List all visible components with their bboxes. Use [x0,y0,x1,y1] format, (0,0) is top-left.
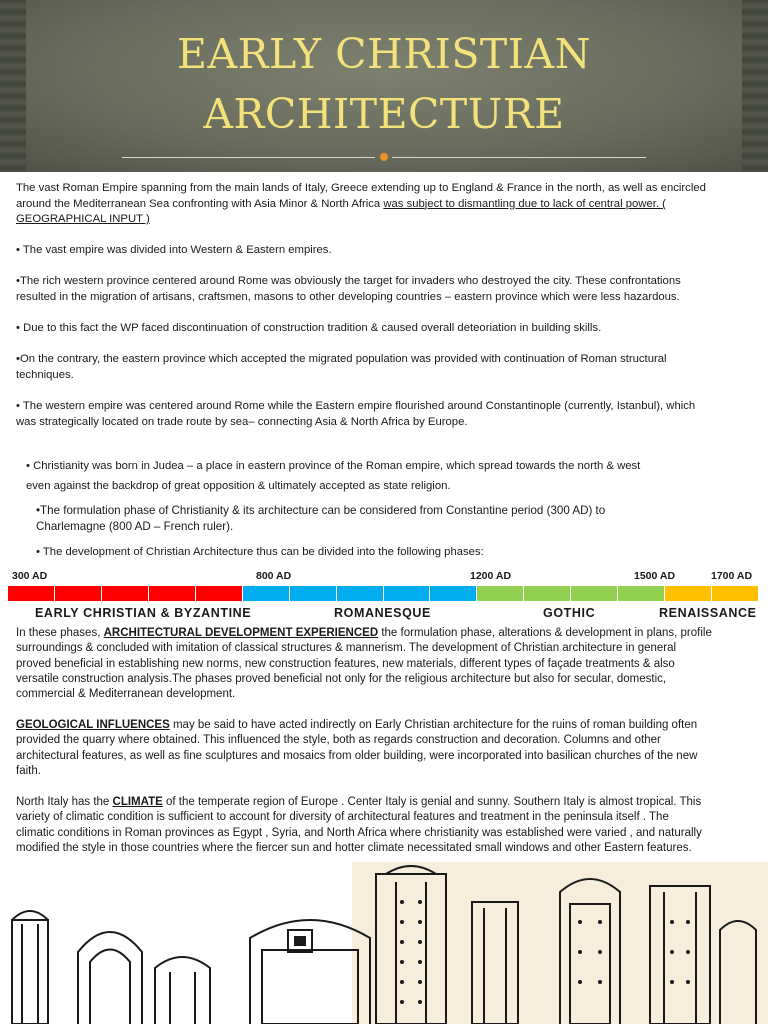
timeline-segment [524,586,571,601]
bullet-text: • The vast empire was divided into Western & Eastern empires. [16,244,332,256]
timeline-bar [8,586,758,601]
bullet-text: • Due to this fact the WP faced discontinuation of construction tradition & caused overall deteoriation in building skills. [16,322,602,334]
climate-line [16,795,756,810]
timeline-segment [337,586,384,601]
phases-paragraph [16,626,756,702]
church-plans-illustration [0,862,768,1024]
climate-line: climatic conditions in Roman provinces as Egypt , Syria, and North Africa where christianity was established were varied , and naturally [16,826,702,839]
page-title-line-1: EARLY CHRISTIAN [177,30,591,78]
bullet-text: •The rich western province centered around Rome was obviously the target for invaders who destroyed the city. These confrontations [16,275,681,287]
intro-underlined-text: was subject to dismantling due to lack of central power. ( [383,197,666,210]
climate-text: of the temperate region of Europe . Center Italy is genial and sunny. Southern Italy is almost tropical. This [162,796,702,808]
phases-keyword: ARCHITECTURAL DEVELOPMENT EXPERIENCED [103,627,379,639]
climate-line: variety of climatic condition is sufficient to account for diversity of architectural features and treatment in the peninsula itself . The [16,811,669,824]
title-divider-right [392,157,646,158]
bullet-western-province [16,274,756,305]
timeline-period: RENAISSANCE [659,606,757,620]
bullet-text: resulted in the migration of artisans, craftsmen, masons to other developing countries – eastern province which were less hazardous. [16,290,680,303]
geological-keyword: GEOLOGICAL INFLUENCES [16,719,170,731]
geological-line [16,718,756,733]
bullet-text: • The western empire was centered around Rome while the Eastern empire flourished around Constantinople (currently, Istanbul), which [16,400,696,412]
timeline-segment [477,586,524,601]
timeline-segment [196,586,243,601]
title-divider-left [122,157,375,158]
timeline-period: EARLY CHRISTIAN & BYZANTINE [35,606,252,620]
intro-line [16,197,756,213]
timeline-date: 800 AD [256,570,292,582]
phases-line: proved beneficial in establishing new norms, new construction features, new materials, different types of façade treatments & also [16,657,675,670]
bullet-text: techniques. [16,368,74,381]
church-plans-drawing [0,862,768,1024]
bullet-text: •On the contrary, the eastern province which accepted the migrated population was provided with continuation of Roman structural [16,353,667,365]
bullet-phases-intro [36,545,768,561]
timeline-segment [618,586,665,601]
page-title-line-2: ARCHITECTURE [203,90,565,138]
intro-text: around the Mediterranean Sea confronting with Asia Minor & North Africa [16,197,384,210]
phases-text: the formulation phase, alterations & development in plans, profile [378,627,712,639]
intro-paragraph [16,181,756,228]
bullet-eastern-province [16,352,756,383]
phases-text: In these phases, [16,627,104,639]
timeline-segment [712,586,758,601]
timeline-segment [243,586,290,601]
title-banner [0,0,768,172]
phases-line: versatile construction analysis.The phases proved beneficial not only for the religious architecture but also for secular, domestic, [16,672,667,685]
bullet-formulation-phase [36,503,768,534]
timeline-date: 1200 AD [470,570,512,582]
geological-line: architectural features, as well as fine sculptures and mosaics from older building, were incorporated into basilican churches of the new [16,749,698,762]
timeline-segment [102,586,149,601]
bullet-constantinople [16,399,756,430]
geological-line: provided the quarry where obtained. This influenced the style, both as regards construction and decoration. Columns and other [16,734,661,747]
timeline-period: GOTHIC [543,606,596,620]
phases-line [16,626,756,641]
bullet-empire-division [16,243,756,259]
geological-text: may be said to have acted indirectly on Early Christian architecture for the ruins of roman building often [169,719,698,731]
bullet-text: • The development of Christian Architecture thus can be divided into the following phases: [36,546,484,558]
timeline-date: 1700 AD [711,570,753,582]
timeline-segment [665,586,712,601]
bullet-text: Charlemagne (800 AD – French ruler). [36,519,234,533]
bullet-text: •The formulation phase of Christianity & its architecture can be considered from Constantine period (300 AD) to [36,504,606,517]
bullet-christianity-origin [26,456,766,496]
timeline-segment [384,586,431,601]
climate-text: North Italy has the [16,796,113,808]
climate-line: modified the style in those countries where the fiercer sun and hotter climate necessitated small windows and other Eastern features. [16,841,692,854]
bullet-text: • Christianity was born in Judea – a place in eastern province of the Roman empire, which spread towards the north & west [26,460,641,472]
bullet-text: even against the backdrop of great opposition & ultimately accepted as state religion. [26,480,451,492]
phases-line: commercial & Mediterranean development. [16,688,236,701]
timeline-segment [430,586,477,601]
phases-line: surroundings & concluded with imitation of classical structures & mannerism. The development of Christian architecture in general [16,642,677,655]
bullet-text: was strategically located on trade route by sea– connecting Asia & North Africa by Europe. [16,415,468,428]
intro-line: The vast Roman Empire spanning from the main lands of Italy, Greece extending up to England & France in the north, as well as encircled [16,182,706,194]
climate-keyword: CLIMATE [112,796,163,808]
climate-paragraph [16,795,756,856]
timeline-segment [571,586,618,601]
geological-paragraph [16,718,756,779]
timeline-segment [149,586,196,601]
bullet-construction-tradition [16,321,756,337]
timeline-date: 1500 AD [634,570,676,582]
timeline-segment [8,586,55,601]
timeline-segment [290,586,337,601]
timeline-segment [55,586,102,601]
timeline-date: 300 AD [12,570,48,582]
intro-underlined-text: GEOGRAPHICAL INPUT ) [16,213,150,225]
geological-line: faith. [16,764,41,777]
timeline-period: ROMANESQUE [334,606,431,620]
title-divider-dot [380,153,388,161]
